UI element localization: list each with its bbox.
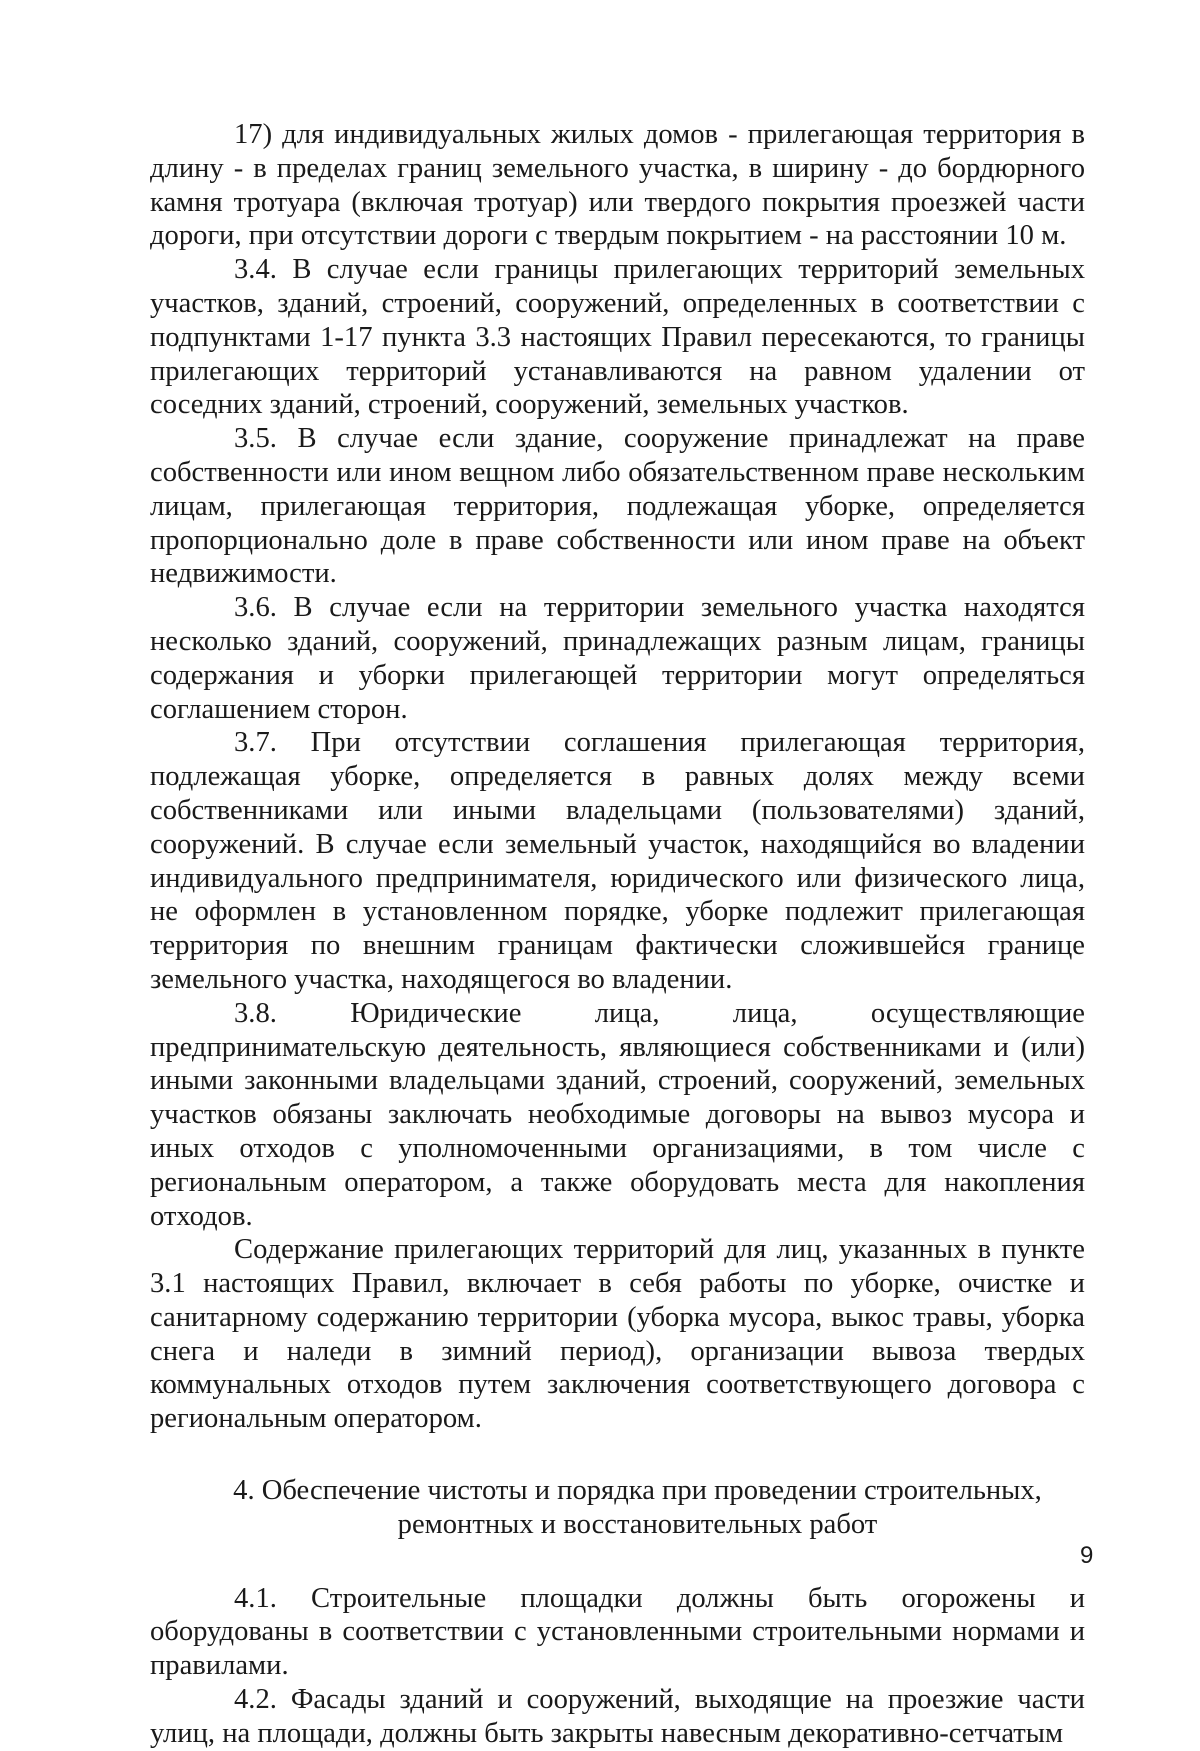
paragraph-item-17: 17) для индивидуальных жилых домов - прилегающая территория в длину - в пределах границ земельного участка, в ширину - до бордюрного камня тротуара (включая тротуар) или твердого покрытия проезжей части дороги, при отсутствии дороги с твердым покрытием - на расстоянии 10 м. [150, 119, 1085, 252]
paragraph-3-6: 3.6. В случае если на территории земельного участка находятся несколько зданий, сооружений, принадлежащих разным лицам, границы содержания и уборки прилегающей территории могут определяться соглашением сторон. [150, 592, 1085, 725]
section-heading-4 [150, 1474, 1085, 1542]
paragraph-3-5: 3.5. В случае если здание, сооружение принадлежат на праве собственности или ином вещном либо обязательственном праве нескольким лицам, прилегающая территория, подлежащая уборке, определяется пропорционально доле в праве собственности или ином праве на объект недвижимости. [150, 423, 1085, 590]
paragraph-4-1: 4.1. Строительные площадки должны быть огорожены и оборудованы в соответствии с установленными строительными нормами и правилами. [150, 1582, 1085, 1682]
paragraph-3-7: 3.7. При отсутствии соглашения прилегающая территория, подлежащая уборке, определяется в равных долях между всеми собственниками или иными владельцами (пользователями) зданий, сооружений. В случае если земельный участок, находящийся во владении индивидуального предпринимателя, юридического или физического лица, не оформлен в установленном порядке, уборке подлежит прилегающая территория по внешним границам фактически сложившейся границе земельного участка, находящегося во владении. [150, 727, 1085, 995]
paragraph-4-2: 4.2. Фасады зданий и сооружений, выходящие на проезжие части улиц, на площади, должны быть закрыты навесным декоративно-сетчатым [150, 1684, 1085, 1749]
document-page [150, 118, 1085, 1751]
page-number: 9 [1080, 1542, 1094, 1569]
paragraph-3-8: 3.8. Юридические лица, лица, осуществляющие предпринимательскую деятельность, являющиеся собственниками и (или) иными законными владельцами зданий, строений, сооружений, земельных участков обязаны заключать необходимые договоры на вывоз мусора и иных отходов с уполномоченными организациями, в том числе с региональным оператором, а также оборудовать места для накопления отходов. [150, 997, 1085, 1232]
paragraph-maintenance: Содержание прилегающих территорий для лиц, указанных в пункте 3.1 настоящих Правил, включает в себя работы по уборке, очистке и санитарному содержанию территории (уборка мусора, выкос травы, уборка снега и наледи в зимний период), организации вывоза твердых коммунальных отходов путем заключения соответствующего договора с региональным оператором. [150, 1234, 1085, 1435]
section-heading-line-2: ремонтных и восстановительных работ [397, 1508, 878, 1540]
paragraph-3-4: 3.4. В случае если границы прилегающих территорий земельных участков, зданий, строений, сооружений, определенных в соответствии с подпунктами 1-17 пункта 3.3 настоящих Правил пересекаются, то границы прилегающих территорий устанавливаются на равном удалении от соседних зданий, строений, сооружений, земельных участков. [150, 254, 1085, 421]
section-heading-line-1: 4. Обеспечение чистоты и порядка при проведении строительных, [233, 1475, 1042, 1507]
